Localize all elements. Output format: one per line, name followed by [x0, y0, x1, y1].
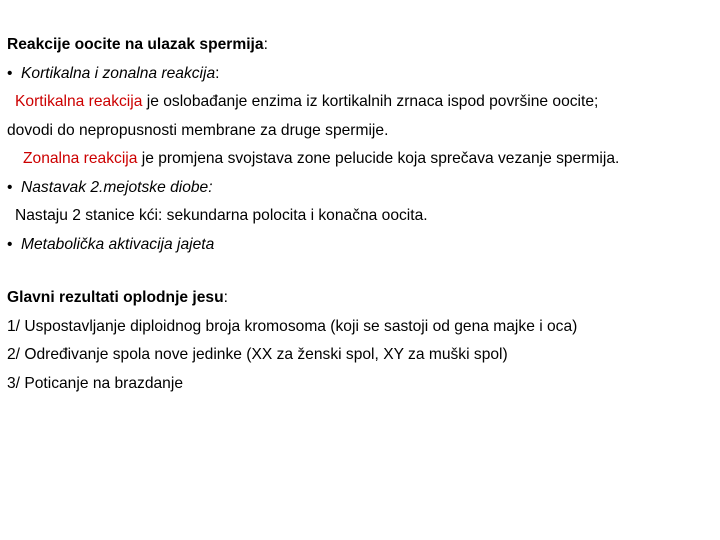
list-item: 1/ Uspostavljanje diploidnog broja kromosoma (koji se sastoji od gena majke i oca)	[7, 317, 578, 335]
cortical-reaction-continuation: dovodi do nepropusnosti membrane za druge spermije.	[7, 121, 389, 139]
section2-heading-colon: :	[223, 289, 228, 306]
section1-heading-line	[7, 31, 719, 60]
bullet-cortical-zonal	[7, 60, 719, 89]
fertilization-results-block	[7, 284, 719, 398]
bullet-marker: •	[7, 235, 13, 253]
list-item: 2/ Određivanje spola nove jedinke (XX za ženski spol, XY za muški spol)	[7, 346, 508, 363]
section2-heading: Glavni rezultati oplodnje jesu	[7, 289, 224, 306]
bullet-marker: •	[7, 178, 13, 196]
bullet-metabolic	[7, 231, 719, 260]
section1-heading: Reakcije oocite na ulazak spermija	[7, 36, 264, 53]
zonal-reaction-line	[7, 145, 719, 174]
zonal-reaction-text: je promjena svojstava zone pelucide koja sprečava vezanje spermija.	[137, 150, 620, 167]
bullet-meiosis	[7, 174, 719, 203]
meiosis-result-line	[7, 202, 719, 231]
zonal-reaction-term: Zonalna reakcija	[23, 150, 138, 167]
cortical-reaction-text: je oslobađanje enzima iz kortikalnih zrnaca ispod površine oocite;	[142, 93, 599, 110]
bullet-cortical-zonal-text: Kortikalna i zonalna reakcija	[21, 64, 216, 82]
section2-heading-line	[7, 284, 719, 313]
meiosis-result-text: Nastaju 2 stanice kći: sekundarna polocita i konačna oocita.	[15, 207, 428, 224]
cortical-reaction-term: Kortikalna reakcija	[15, 93, 143, 110]
bullet-marker: •	[7, 64, 13, 82]
bullet-cortical-zonal-colon: :	[215, 64, 220, 82]
cortical-reaction-line2	[7, 117, 719, 146]
cortical-reaction-line	[7, 88, 719, 117]
bullet-meiosis-text: Nastavak 2.mejotske diobe:	[21, 178, 213, 196]
list-item: 3/ Poticanje na brazdanje	[7, 374, 183, 392]
egg-reactions-block	[7, 31, 719, 259]
bullet-metabolic-text: Metabolička aktivacija jajeta	[21, 235, 215, 253]
section1-heading-colon: :	[263, 36, 268, 53]
